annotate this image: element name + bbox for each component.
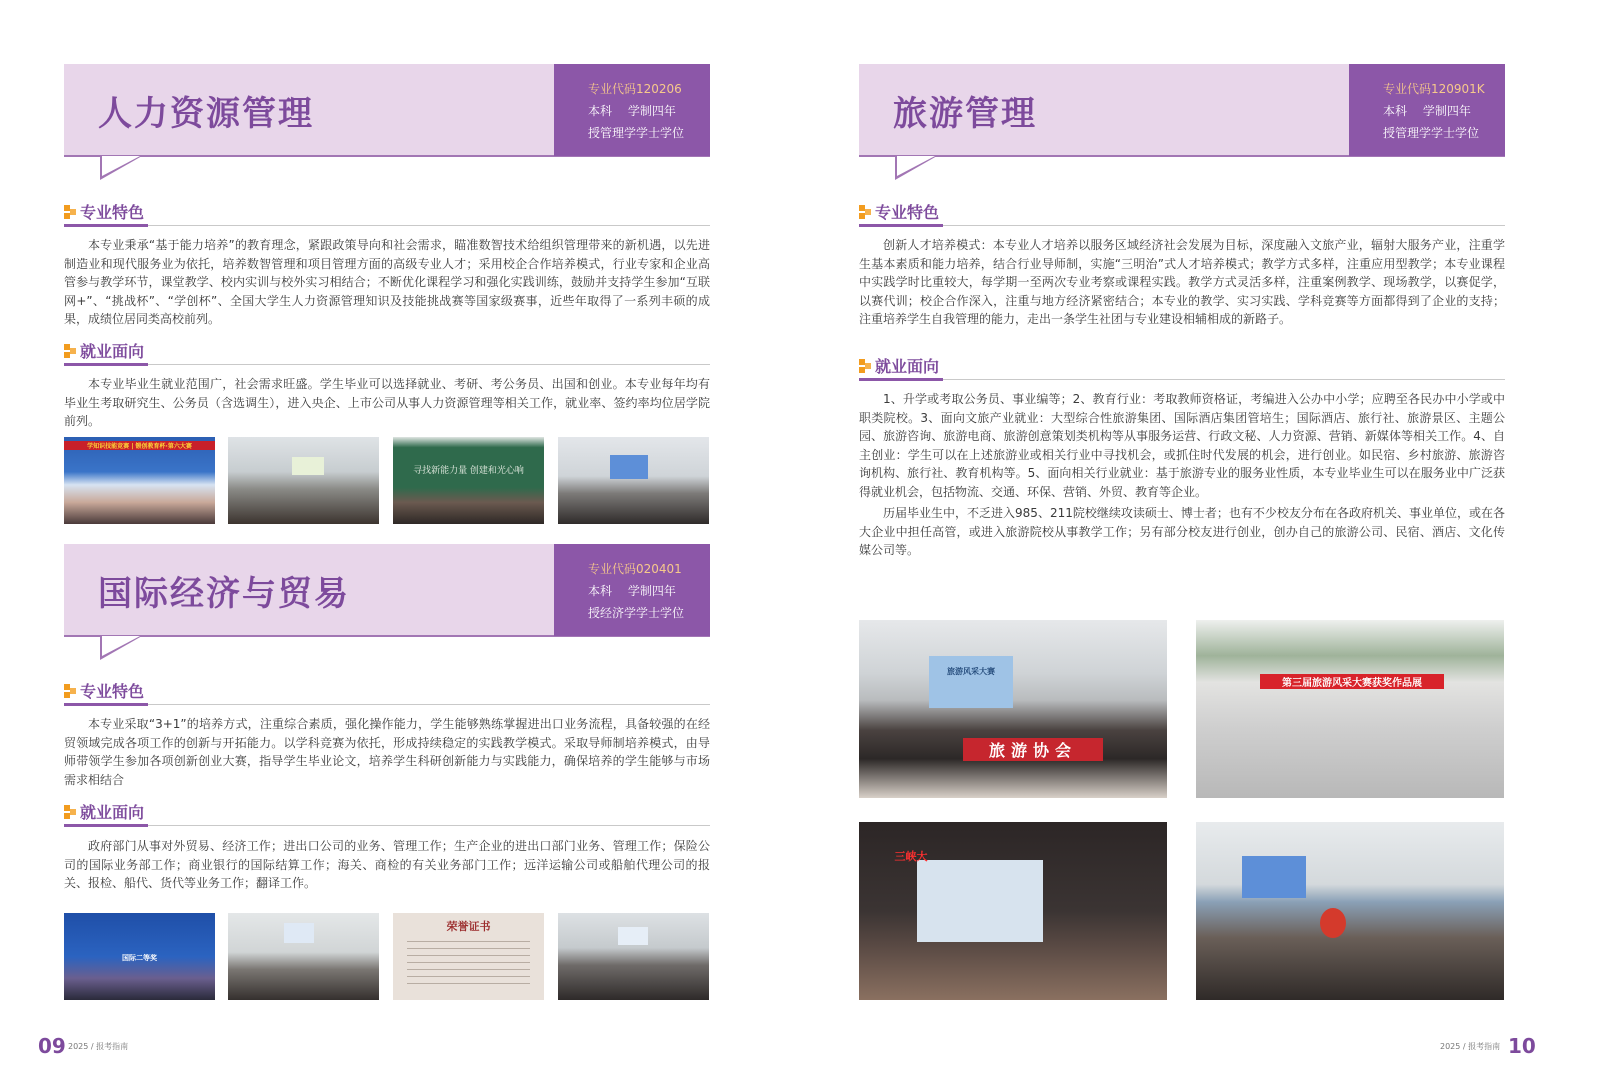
- section-marker-icon: [64, 344, 76, 358]
- page-number: 09: [38, 1034, 66, 1058]
- photo-competition-stage: 学知识技能竞赛 | 锻创教育杯·第六大赛: [64, 437, 215, 524]
- major-code: 专业代码020401: [588, 562, 682, 576]
- photo-auditorium-class: [558, 913, 709, 1000]
- major-title: 旅游管理: [893, 94, 1037, 134]
- section-heading-features: 专业特色: [64, 679, 710, 705]
- major-level-duration: 本科 学制四年: [1383, 104, 1471, 118]
- major-info-box: [554, 544, 710, 636]
- major-level-duration: 本科 学制四年: [588, 584, 676, 598]
- section-heading-employment: 就业面向: [64, 339, 710, 365]
- section-marker-icon: [859, 359, 871, 373]
- features-paragraph: 本专业秉承“基于能力培养”的教育理念，紧跟政策导向和社会需求，瞄准数智技术给组织管理带来的新机遇，以先进制造业和现代服务业为依托，培养数智管理和项目管理方面的高级专业人才；采用校企合作培养模式，行业专家和企业高管参与教学环节，课堂教学、校内实训与校外实习相结合；不断优化课程学习和强化实践训练，鼓励并支持学生参加“互联网+”、“挑战杯”、“学创杯”、全国大学生人力资源管理知识及技能挑战赛等国家级赛事，近些年取得了一系列丰硕的成果，成绩位居同类高校前列。: [64, 238, 710, 326]
- photo-lion-dance-classroom: [1196, 822, 1504, 1000]
- section-marker-icon: [64, 205, 76, 219]
- major-degree: 授管理学学士学位: [1383, 126, 1480, 140]
- major-title: 国际经济与贸易: [98, 574, 350, 614]
- page-number: 10: [1508, 1034, 1536, 1058]
- major-info-box: [554, 64, 710, 156]
- section-marker-icon: [859, 205, 871, 219]
- section-heading-features: 专业特色: [859, 200, 1505, 226]
- section-marker-icon: [64, 684, 76, 698]
- major-level-duration: 本科 学制四年: [588, 104, 676, 118]
- photo-lecture-presentation: 三峡大: [859, 822, 1167, 1000]
- employment-paragraph: 本专业毕业生就业范围广，社会需求旺盛。学生毕业可以选择就业、考研、考公务员、出国和创业。本专业每年均有毕业生考取研究生、公务员（含选调生），进入央企、上市公司从事人力资源管理等相关工作，就业率、签约率均位居学院前列。: [64, 377, 710, 428]
- photo-award-works-exhibition: 第三届旅游风采大赛获奖作品展: [1196, 620, 1504, 798]
- photo-honor-certificate: 荣誉证书: [393, 913, 544, 1000]
- right-page: [800, 0, 1600, 1086]
- footer-text: 2025 / 报考指南: [1440, 1042, 1501, 1051]
- photo-classroom-students: [228, 913, 379, 1000]
- employment-paragraph: 1、升学或考取公务员、事业编等；2、教育行业：考取教师资格证，考编进入公办中小学；应聘至各民办中小学或中职类院校。3、面向文旅产业就业：大型综合性旅游集团、国际酒店集团管培生；国际酒店、旅行社、旅游景区、主题公园、旅游咨询、旅游电商、旅游创意策划类机构等从事服务运营、行政文秘、人力资源、营销、新媒体等相关工作。4、自主创业：学生可以在上述旅游业或相关行业中寻找机会，或抓住时代发展的机会，进行创业。如民宿、乡村旅游、旅游咨询机构、旅行社、教育机构等。5、面向相关行业就业：基于旅游专业的服务业性质，本专业毕业生可以在服务业中广泛获得就业机会，包括物流、交通、环保、营销、外贸、教育等企业。: [859, 392, 1505, 499]
- graduates-paragraph: 历届毕业生中，不乏进入985、211院校继续攻读硕士、博士者；也有不少校友分布在各政府机关、事业单位，或在各大企业中担任高管，或进入旅游院校从事教学工作；另有部分校友进行创业，创办自己的旅游公司、民宿、酒店、文化传媒公司等。: [859, 506, 1505, 557]
- section-heading-features: 专业特色: [64, 200, 710, 226]
- major-code: 专业代码120901K: [1383, 82, 1485, 96]
- photo-classroom-blackboard: 寻找新能力量 创建和光心响: [393, 437, 544, 524]
- section-marker-icon: [64, 805, 76, 819]
- features-paragraph: 创新人才培养模式：本专业人才培养以服务区域经济社会发展为目标，深度融入文旅产业，辐射大服务产业，注重学生基本素质和能力培养，结合行业导师制，实施“三明治”式人才培养模式；教学方式多样，注重应用型教学；本专业课程中实践学时比重较大，每学期一至两次专业考察或课程实践。教学方式灵活多样，注重案例教学、现场教学，以赛促学，以赛代训；校企合作深入，注重与地方经济紧密结合；本专业的教学、实习实践、学科竞赛等方面都得到了企业的支持；注重培养学生自我管理的能力，走出一条学生社团与专业建设相辅相成的新路子。: [859, 238, 1505, 326]
- footer-text: 2025 / 报考指南: [68, 1042, 129, 1051]
- photo-tourism-association: 旅游风采大赛 旅游协会: [859, 620, 1167, 798]
- major-info-box: [1349, 64, 1505, 156]
- section-heading-employment: 就业面向: [859, 354, 1505, 380]
- major-code: 专业代码120206: [588, 82, 682, 96]
- major-title: 人力资源管理: [98, 94, 314, 134]
- major-banner-hr: [64, 64, 710, 156]
- photo-lecture-hall: [228, 437, 379, 524]
- employment-paragraph: 政府部门从事对外贸易、经济工作；进出口公司的业务、管理工作；生产企业的进出口部门业务、管理工作；保险公司的国际业务部工作；商业银行的国际结算工作；海关、商检的有关业务部门工作；远洋运输公司或船舶代理公司的报关、报检、船代、货代等业务工作；翻译工作。: [64, 839, 710, 890]
- major-degree: 授经济学学士学位: [588, 606, 685, 620]
- major-degree: 授管理学学士学位: [588, 126, 685, 140]
- features-paragraph: 本专业采取“3+1”的培养方式，注重综合素质，强化操作能力，学生能够熟练掌握进出口业务流程，具备较强的在经贸领域完成各项工作的创新与开拓能力。以学科竞赛为依托，形成持续稳定的实践教学模式。采取导师制培养模式，由导师带领学生参加各项创新创业大赛，指导学生毕业论文，培养学生科研创新能力与实践能力，确保培养的学生能够与市场需求相结合: [64, 717, 710, 787]
- section-heading-employment: 就业面向: [64, 800, 710, 826]
- photo-award-stage: 国际二等奖: [64, 913, 215, 1000]
- photo-class-presentation: [558, 437, 709, 524]
- major-banner-tourism: [859, 64, 1505, 156]
- major-banner-ite: [64, 544, 710, 636]
